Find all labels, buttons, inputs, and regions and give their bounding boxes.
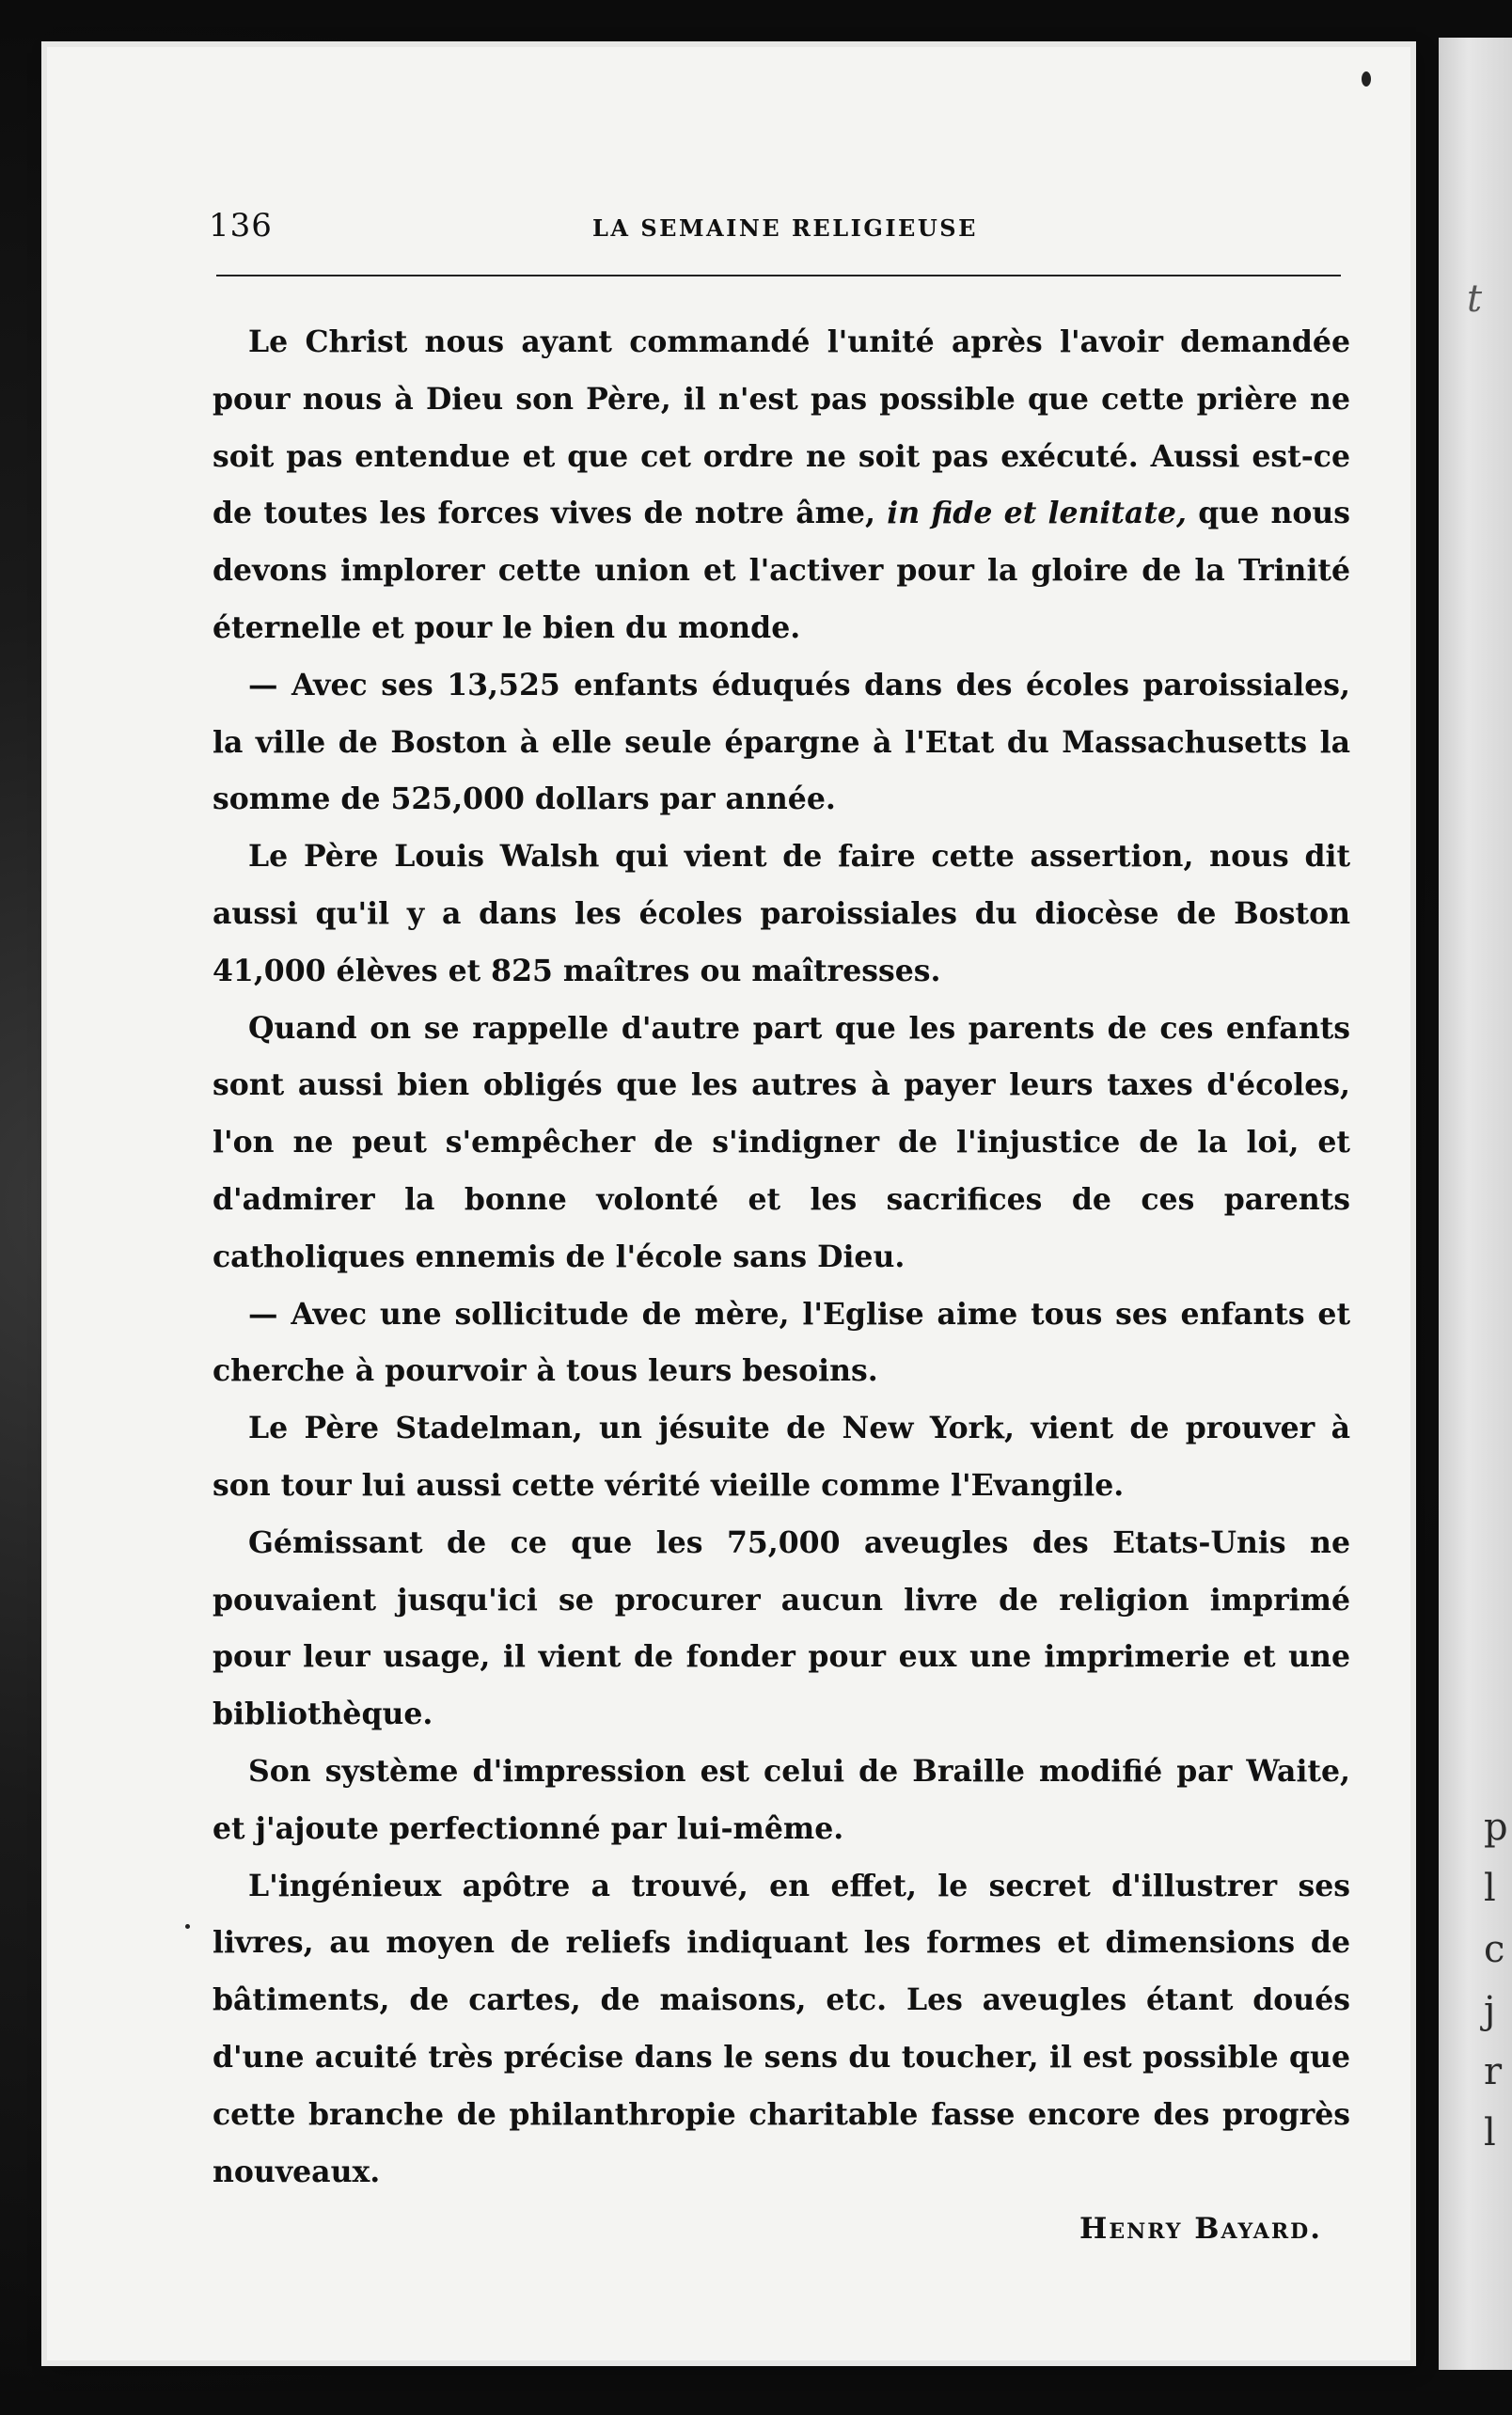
running-title: LA SEMAINE RELIGIEUSE	[592, 214, 978, 242]
article-body	[213, 314, 1350, 2258]
header-rule	[216, 275, 1341, 276]
facing-page-letter: r	[1484, 2050, 1503, 2093]
facing-page-letter: l	[1484, 1867, 1496, 1910]
paragraph-text: Le Christ nous ayant commandé l'unité après l'avoir demandée pour nous à Dieu son Père, il n'est pas possible que cette prière ne soit pas entendue et que cet ordre ne soit pas exécuté. Aussi est-ce de toutes les forces vives de notre âme,	[213, 324, 1350, 531]
facing-page-letter: t	[1467, 277, 1483, 321]
scan-speck	[1362, 71, 1371, 87]
paragraph: — Avec une sollicitude de mère, l'Eglise aime tous ses enfants et cherche à pourvoir à tous leurs besoins.	[213, 1296, 1350, 1389]
page-number: 136	[209, 207, 273, 245]
facing-page-letter: l	[1484, 2111, 1496, 2155]
paragraph: Gémissant de ce que les 75,000 aveugles des Etats-Unis ne pouvaient jusqu'ici se procurer aucun livre de religion imprimé pour leur usage, il vient de fonder pour eux une imprimerie et une bibliothèque.	[213, 1524, 1350, 1732]
facing-page-letter: c	[1484, 1928, 1505, 1971]
paragraph	[213, 314, 1350, 657]
author-signature: Henry Bayard.	[1079, 2212, 1322, 2247]
book-page	[47, 47, 1410, 2360]
paragraph: Son système d'impression est celui de Braille modifié par Waite, et j'ajoute perfectionné par lui-même.	[213, 1753, 1350, 1846]
paragraph-text: que nous devons implorer cette union et l'activer pour la gloire de la Trinité éternelle et pour le bien du monde.	[213, 496, 1351, 645]
facing-page-edge	[1439, 38, 1512, 2370]
running-head	[47, 207, 1410, 263]
latin-phrase: in fide et lenitate,	[887, 496, 1187, 531]
facing-page-letter: j	[1484, 1989, 1496, 2032]
scan-speck	[185, 1924, 190, 1929]
paragraph: Quand on se rappelle d'autre part que les parents de ces enfants sont aussi bien obligés que les autres à payer leurs taxes d'écoles, l'on ne peut s'empêcher de s'indigner de l'injustice de la loi, et d'admirer la bonne volonté et les sacrifices de ces parents catholiques ennemis de l'école sans Dieu.	[213, 1010, 1350, 1274]
paragraph: — Avec ses 13,525 enfants éduqués dans des écoles paroissiales, la ville de Boston à elle seule épargne à l'Etat du Massachusetts la somme de 525,000 dollars par année.	[213, 667, 1350, 817]
paragraph: Le Père Stadelman, un jésuite de New York, vient de prouver à son tour lui aussi cette vérité vieille comme l'Evangile.	[213, 1411, 1350, 1503]
facing-page-letter: p	[1484, 1806, 1508, 1849]
paragraph: Le Père Louis Walsh qui vient de faire cette assertion, nous dit aussi qu'il y a dans les écoles paroissiales du diocèse de Boston 41,000 élèves et 825 maîtres ou maîtresses.	[213, 839, 1350, 988]
paragraph: L'ingénieux apôtre a trouvé, en effet, le secret d'illustrer ses livres, au moyen de reliefs indiquant les formes et dimensions de bâtiments, de cartes, de maisons, etc. Les aveugles étant doués d'une acuité très précise dans le sens du toucher, il est possible que cette branche de philanthropie charitable fasse encore des progrès nouveaux.	[213, 1868, 1350, 2189]
